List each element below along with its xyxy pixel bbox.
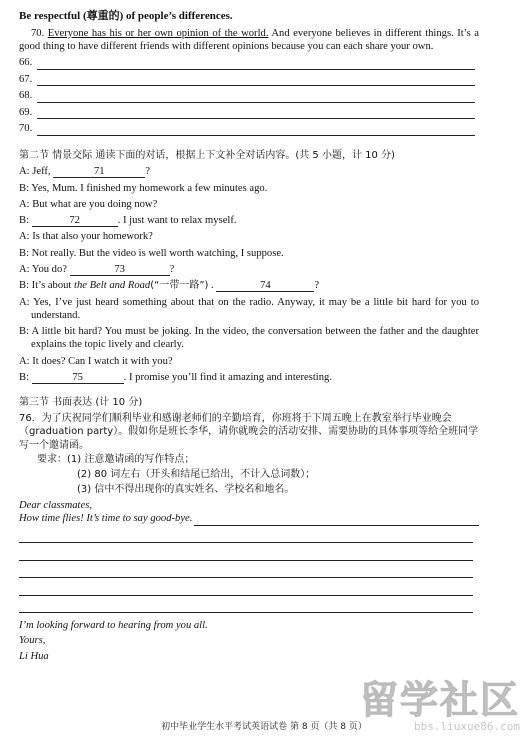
item-70-underlined-sentence: Everyone has his or her own opinion of the world. [47, 27, 269, 39]
page-footer: 初中毕业学生水平考试英语试卷 第 8 页（共 8 页） [161, 722, 367, 732]
dialogue-line-1: A: Jeff, 71 ? [19, 166, 150, 178]
answer-line-68[interactable]: 68. [19, 86, 479, 103]
site-watermark [360, 680, 520, 734]
writing-line[interactable] [19, 578, 473, 596]
blank-75[interactable]: 75 [32, 372, 124, 384]
letter-signoff: Yours, [19, 635, 46, 647]
writing-prompt: 76．为了庆祝同学们顺利毕业和感谢老师们的辛勤培育，你班将于下周五晚上在教室举行毕业晚会（graduation party）。假如你是班长李华，请你就晚会的活动安排、需要协助的具体事项等给全班同学写一个邀请函。 [19, 412, 479, 451]
letter-signature: Li Hua [19, 650, 49, 662]
dialogue-line-4: B: 72 . I just want to relax myself. [19, 215, 237, 227]
blank-72[interactable]: 72 [32, 215, 118, 227]
section3-header: 第三节 书面表达 (计 10 分) [19, 397, 143, 409]
section2-header: 第二节 情景交际 通读下面的对话，根据上下文补全对话内容。(共 5 小题，计 10 分) [19, 149, 395, 161]
answer-lines [19, 53, 479, 136]
item-70-paragraph [19, 27, 479, 53]
dialogue-line-9: A: Yes, I’ve just heard something about that on the radio. Anyway, it may be a little bit hard for you to understand. [19, 296, 479, 321]
dialogue-line-7: A: You do? 73 ? [19, 264, 175, 275]
dialogue-line-8: B: It’s about the Belt and Road(“一带一路”) . 74 ? [19, 280, 320, 292]
dialogue-line-10: B: A little bit hard? You must be joking. In the video, the conversation between the father and the daughter explains the topic lively and clearly. [19, 326, 479, 351]
dialogue-line-12: B: 75 . I promise you’ll find it amazing and interesting. [19, 371, 332, 383]
dialogue-line-2: B: Yes, Mum. I finished my homework a few minutes ago. [19, 182, 268, 194]
letter-closing: I’m looking forward to hearing from you all. [19, 620, 208, 632]
watermark-logo: 留学社区 [359, 678, 520, 723]
dialogue-line-5: A: Is that also your homework? [19, 231, 153, 243]
section1-title: Be respectful (尊重的) of people’s differences. [19, 10, 233, 22]
writing-line[interactable] [19, 561, 473, 579]
item-70-number: 70. [31, 27, 45, 39]
section3 [19, 397, 479, 663]
letter-opening-line[interactable]: How time flies! It’s time to say good-bye. [19, 512, 479, 525]
blank-74[interactable]: 74 [216, 280, 314, 292]
dialogue-line-6: B: Not really. But the video is well worth watching, I suppose. [19, 247, 284, 259]
letter-area [19, 499, 479, 663]
requirement-3: (3) 信中不得出现你的真实姓名、学校名和地名。 [77, 484, 295, 496]
dialogue [19, 165, 479, 387]
blank-71[interactable]: 71 [53, 166, 145, 178]
dialogue-line-11: A: It does? Can I watch it with you? [19, 355, 173, 367]
answer-line-70[interactable]: 70. [19, 119, 479, 136]
letter-greeting: Dear classmates, [19, 500, 92, 512]
writing-line[interactable] [19, 526, 473, 544]
requirement-1: 要求：(1) 注意邀请函的写作特点； [37, 454, 195, 466]
dialogue-line-3: A: But what are you doing now? [19, 198, 158, 210]
answer-line-66[interactable]: 66. [19, 53, 479, 70]
exam-page [19, 10, 479, 663]
writing-line[interactable] [19, 596, 473, 614]
watermark-url: bbs.liuxue86.com [414, 720, 520, 734]
writing-line[interactable] [19, 543, 473, 561]
blank-73[interactable]: 73 [70, 264, 170, 276]
answer-line-69[interactable]: 69. [19, 103, 479, 120]
writing-requirements [19, 452, 479, 497]
item-70-rest: And everyone believes in different things. It’s a good thing to have different friends with different opinions because you can each share your own. [19, 27, 479, 52]
requirement-2: (2) 80 词左右（开头和结尾已给出，不计入总词数）； [77, 469, 316, 481]
answer-line-67[interactable]: 67. [19, 70, 479, 87]
